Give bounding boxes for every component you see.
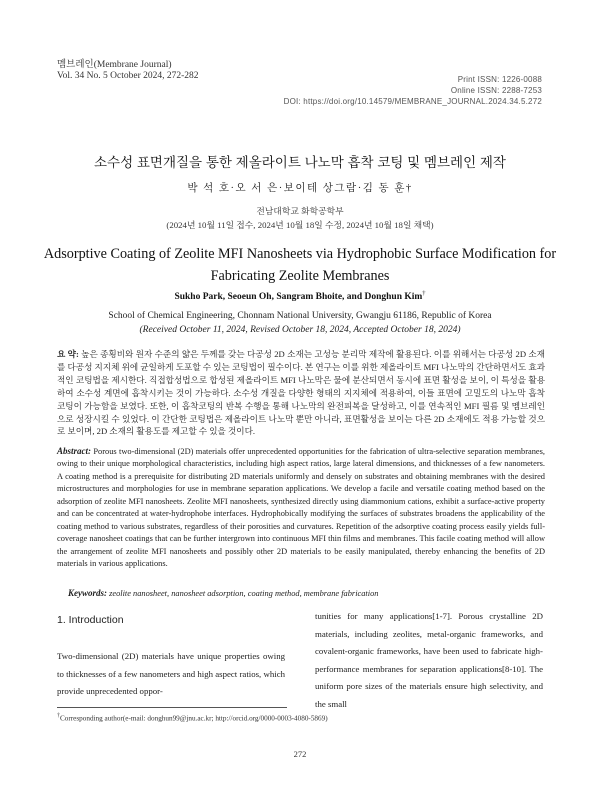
- korean-authors: 박 석 호·오 서 은·보이테 상그람·김 동 훈†: [187, 183, 413, 194]
- korean-dates: (2024년 10월 11일 접수, 2024년 10월 18일 수정, 2024년 10월 18일 채택): [166, 220, 434, 230]
- english-dates: (Received October 11, 2024, Revised October 18, 2024, Accepted October 18, 2024): [139, 325, 461, 335]
- english-abstract: [57, 445, 545, 571]
- journal-name: 멤브레인(Membrane Journal): [57, 60, 172, 70]
- print-issn: Print ISSN: 1226-0088: [457, 75, 542, 84]
- keywords-text: zeolite nanosheet, nanosheet adsorption, coating method, membrane fabrication: [109, 589, 379, 598]
- intro-paragraph: Two-dimensional (2D) materials have unique properties owing to thicknesses of a few nanometers and high aspect ratios, which provide unprecedented oppor-: [57, 651, 285, 696]
- footnote-divider: [57, 707, 287, 708]
- corresponding-mark: †: [422, 290, 426, 297]
- keywords-label: Keywords:: [68, 588, 107, 598]
- english-title: Adsorptive Coating of Zeolite MFI Nanosheets via Hydrophobic Surface Modification for Fabricating Zeolite Membranes: [43, 246, 557, 284]
- english-authors: [0, 290, 600, 302]
- online-issn: Online ISSN: 2288-7253: [450, 86, 542, 95]
- english-abstract-text: Porous two-dimensional (2D) materials offer unprecedented opportunities for the fabrication of ultra-selective separation membranes, owing to their unique morphological characteristics, including high aspect ratios, large lateral dimensions, and thicknesses of a few nanometers. A coating method is a prerequisite for distributing 2D materials uniformly and densely on substrates and obtaining membranes with the desired microstructures and morphologies for use in membrane separation applications. We develop a facile and versatile coating method based on the adsorption of zeolite MFI nanosheets. Zeolite MFI nanosheets, synthesized directly using diammonium cations, exhibit a surface-active property and can be concentrated at water-hydrophobe interfaces. Hydrophobically modifying the surfaces of substrates broadens the applicability of the coating method to various substrates, regardless of their porosities and curvatures. Repetition of the adsorptive coating process easily yields full-coverage nanosheet coatings that can be further intergrown into continuous MFI thin films and membranes. This facile coating method will allow the arrangement of zeolite MFI nanosheets and possibly other 2D materials to be easily manipulated, thereby enhancing the benefits of 2D materials in various applications.: [57, 447, 545, 569]
- korean-affiliation: 전남대학교 화학공학부: [256, 206, 344, 216]
- footnote-text: Corresponding author(e-mail: donghun99@jnu.ac.kr; http://orcid.org/0000-0003-4080-5869): [60, 714, 328, 723]
- journal-volume: Vol. 34 No. 5 October 2024, 272-282: [57, 71, 199, 81]
- intro-left-column: [57, 648, 285, 701]
- intro-paragraph-continued: tunities for many applications[1-7]. Porous crystalline 2D materials, including zeolites, metal-organic frameworks, and covalent-organic frameworks, have been used to fabricate high-performance membranes for separation applications[8-10]. The uniform pore sizes of the materials ensure high selectivity, and the small: [315, 611, 543, 709]
- page-number: 272: [293, 749, 307, 759]
- korean-abstract-label: 요 약:: [57, 349, 79, 359]
- intro-right-column: [315, 608, 543, 713]
- korean-title: 소수성 표면개질을 통한 제올라이트 나노막 흡착 코팅 및 멤브레인 제작: [94, 155, 506, 170]
- english-affiliation: School of Chemical Engineering, Chonnam National University, Gwangju 61186, Republic of Korea: [108, 311, 492, 321]
- footnote-mark: †: [57, 713, 60, 719]
- keywords: [68, 588, 548, 598]
- english-authors-names: Sukho Park, Seoeun Oh, Sangram Bhoite, and Donghun Kim: [174, 292, 423, 303]
- korean-abstract-text: 높은 종횡비와 원자 수준의 얇은 두께를 갖는 다공성 2D 소재는 고성능 분리막 제작에 활용된다. 이를 위해서는 다공성 2D 소재를 다공성 지지체 위에 균일하게 도포할 수 있는 코팅법이 필수이다. 본 연구는 이를 위한 제올라이트 MFI 나노막의 간단하면서도 효과적인 코팅법을 제시한다. 직접합성법으로 합성된 제올라이트 MFI 나노막은 물에 분산되면서 동시에 표면 활성을 보이, 이 특성을 활용하여 소수성 계면에 흡착시키는 것이 가능하다. 소수성 개질을 다양한 형태의 지지체에 적용하여, 이들 표면에 고밀도의 나노막 흡착 코팅이 가능함을 보였다. 또한, 이 흡착코팅의 반복 수행을 통해 나노막의 완전피복을 달성하고, 이를 연속적인 MFI 필름 및 멤브레인으로 성장시킬 수 있었다. 이 간단한 코팅법은 제올라이트 나노막 뿐만 아니라, 표면활성을 보이는 다른 2D 소재에도 적용 가능할 것으로 보이며, 2D 소재의 활용도를 제고할 수 있을 것이다.: [57, 349, 545, 437]
- section-heading-introduction: 1. Introduction: [57, 614, 124, 626]
- korean-abstract: [57, 348, 545, 438]
- doi-link[interactable]: DOI: https://doi.org/10.14579/MEMBRANE_JOURNAL.2024.34.5.272: [283, 97, 542, 106]
- footnote: [57, 713, 328, 722]
- english-abstract-label: Abstract:: [57, 446, 92, 456]
